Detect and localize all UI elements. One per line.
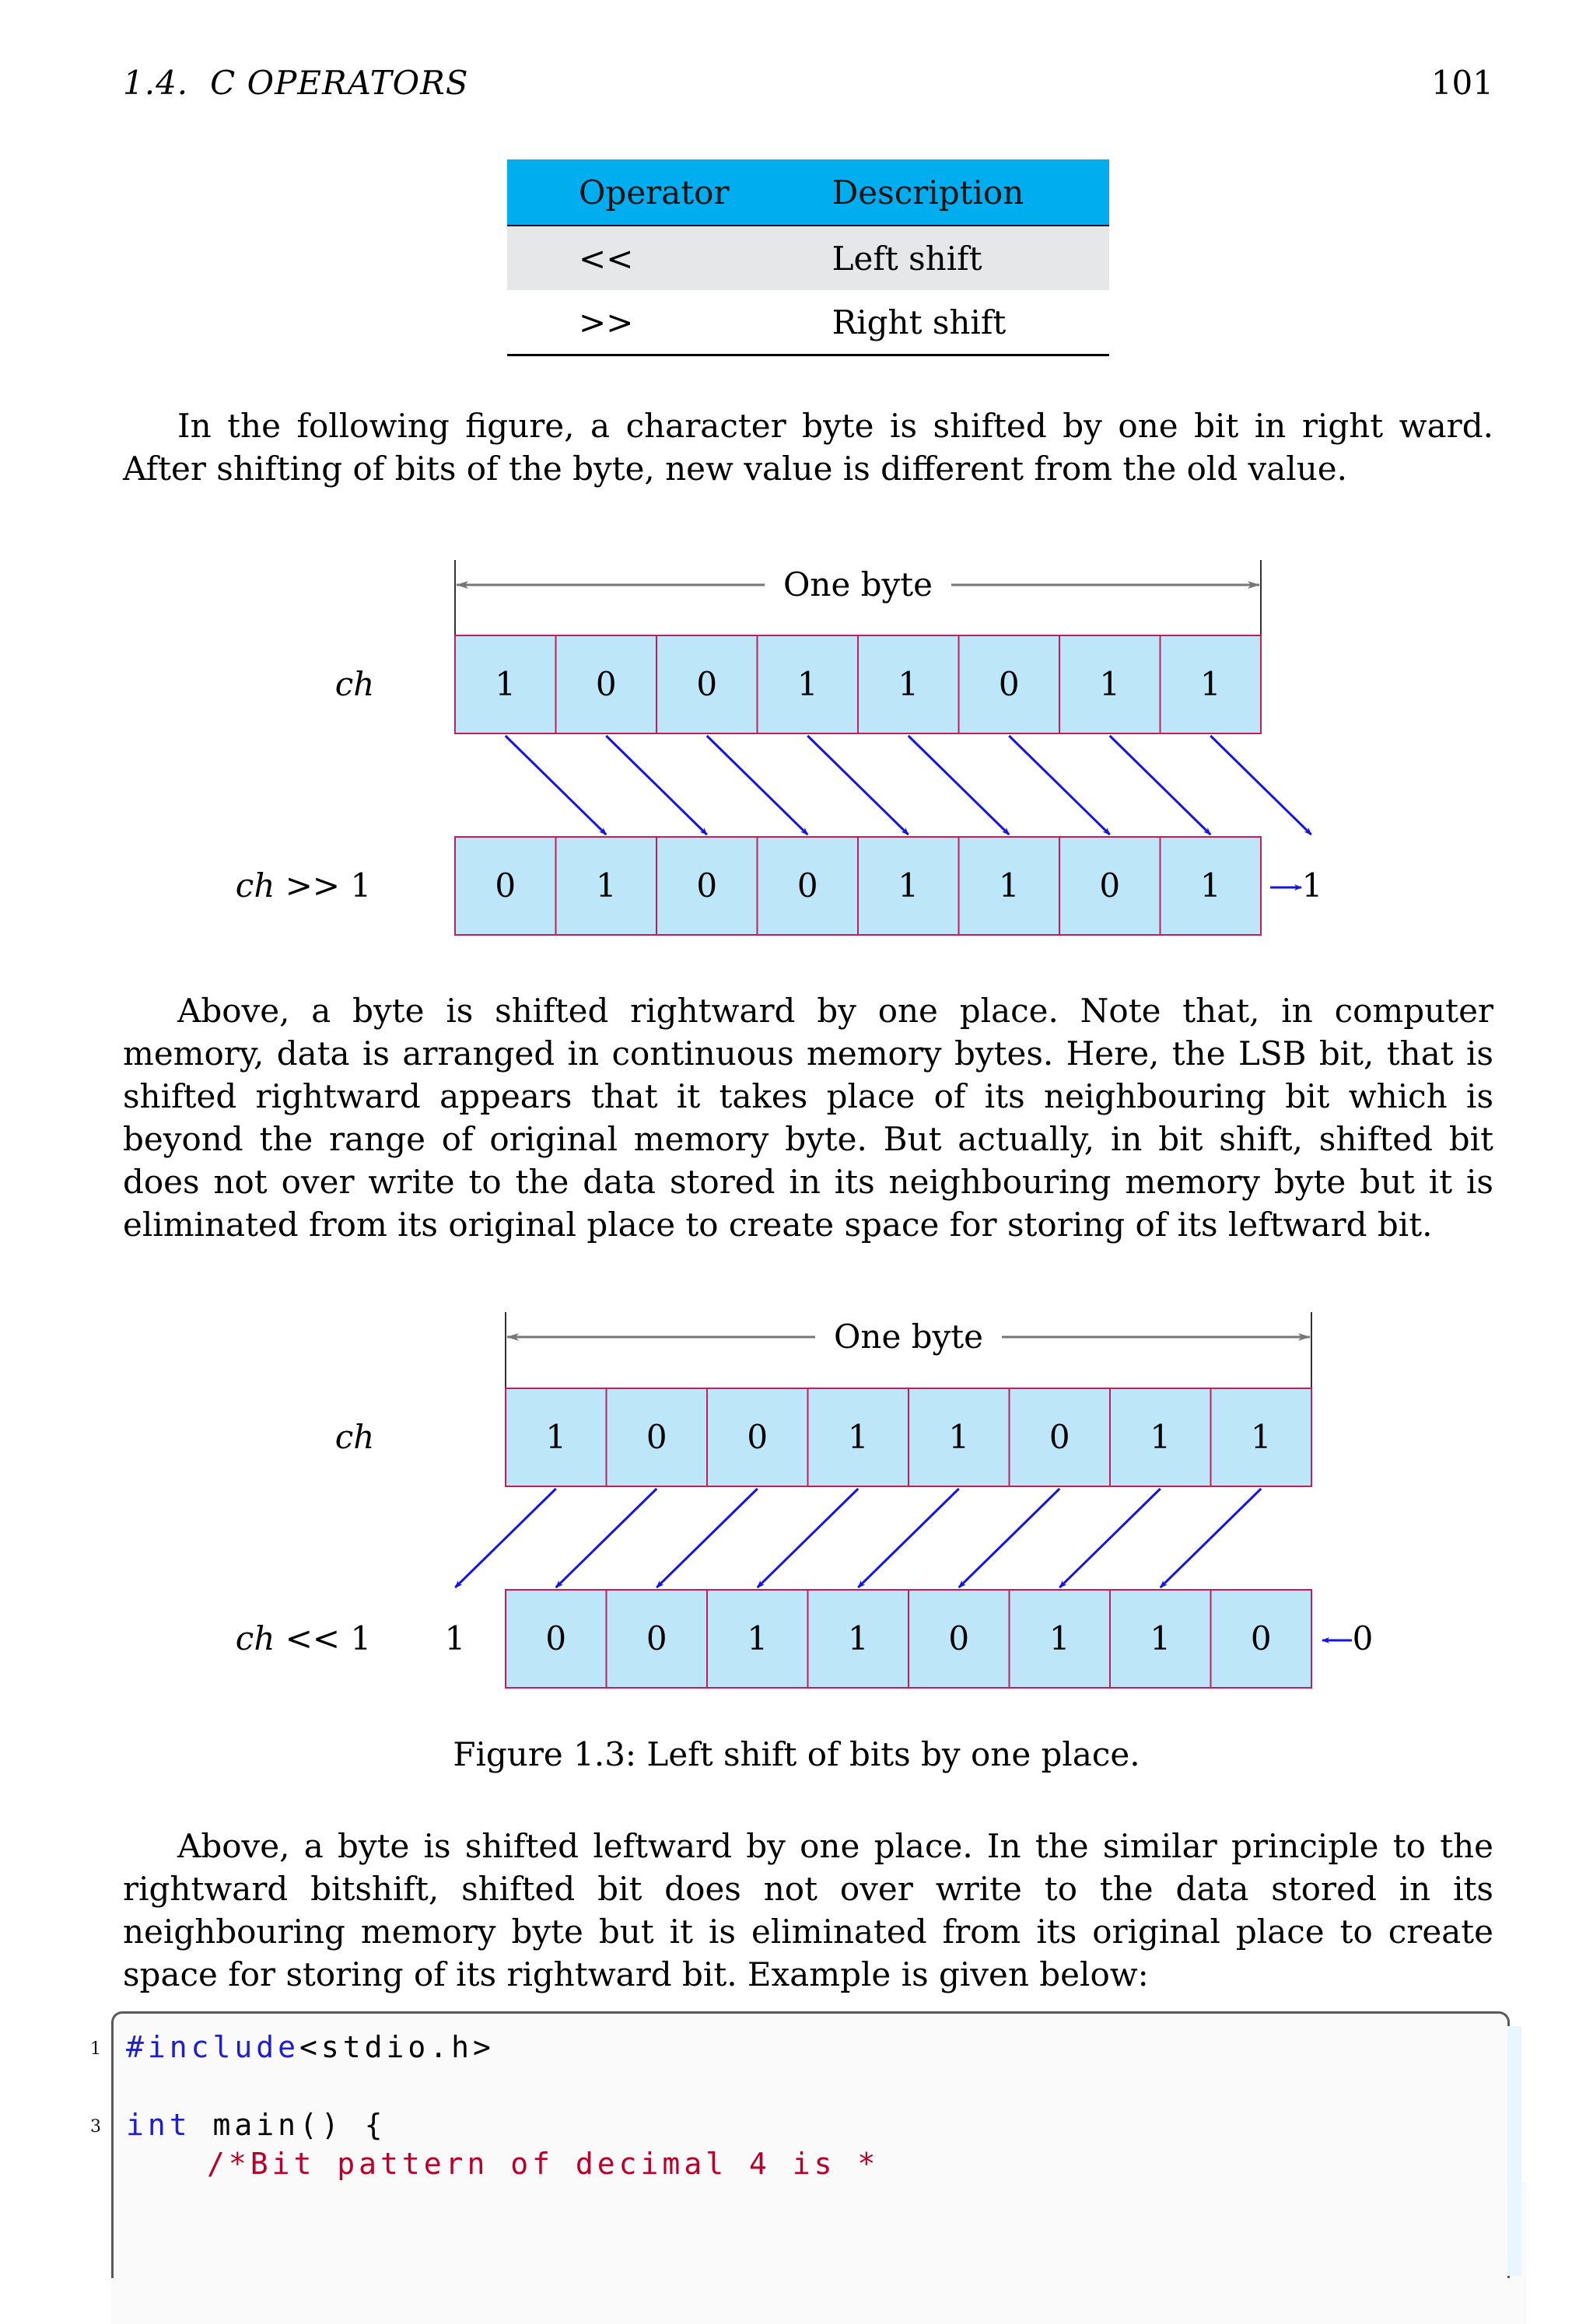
bit-value: 1 [898, 665, 919, 703]
bit-value: 0 [747, 1418, 768, 1456]
bit-value: 1 [898, 866, 919, 905]
bit-value: 1 [545, 1418, 567, 1456]
code-text: <stdio.h> [299, 2030, 495, 2064]
bit-value: 0 [495, 866, 516, 905]
table-cell-operator: >> [507, 290, 825, 355]
figure-caption: Figure 1.3: Left shift of bits by one place. [453, 1735, 1140, 1773]
bit-value: 1 [847, 1418, 869, 1456]
bit-value: 0 [696, 665, 718, 703]
shift-arrow [1059, 1489, 1161, 1587]
bit-value: 1 [998, 866, 1020, 905]
bit-value: 0 [998, 665, 1020, 703]
shift-arrow [656, 1489, 758, 1587]
shift-arrow [858, 1489, 959, 1587]
table-header-operator: Operator [507, 159, 825, 226]
paragraph-left-shift-explanation: Above, a byte is shifted leftward by one place. In the similar principle to the rightward bitshift, shifted bit does not over write to the data stored in its neighbouring memory byte but it is eliminated from its original place to create space for storing of its rightward bit. Example is given below: [123, 1827, 1493, 1993]
bit-value: 0 [796, 866, 818, 905]
shift-arrow [1161, 1489, 1262, 1587]
bit-value: 0 [1250, 1619, 1272, 1657]
bit-value: 0 [1049, 1418, 1070, 1456]
result-row-label: ch >> 1 [235, 866, 372, 905]
shift-arrow [807, 736, 909, 835]
shift-arrow [909, 736, 1010, 835]
bit-value: 1 [1199, 866, 1221, 905]
original-row-label: ch [334, 1418, 375, 1456]
shift-arrow [758, 1489, 859, 1587]
bit-value: 1 [1150, 1619, 1171, 1657]
figure-left-shift [236, 1312, 1374, 1688]
shifted-in-bit: 0 [1352, 1619, 1374, 1657]
shift-arrow [1110, 736, 1211, 835]
shift-arrow [959, 1489, 1060, 1587]
code-keyword: #include [126, 2030, 300, 2064]
figure-right-shift [236, 560, 1323, 935]
bit-value: 1 [1250, 1418, 1272, 1456]
table-header-description: Description [825, 159, 1109, 226]
bit-value: 1 [948, 1418, 970, 1456]
bit-value: 1 [1099, 665, 1121, 703]
code-line-4 [207, 2147, 879, 2181]
original-row-label: ch [334, 665, 375, 703]
bit-value: 1 [495, 665, 516, 703]
byte-span-label: One byte [833, 1318, 984, 1356]
byte-span-label: One byte [782, 565, 933, 604]
bit-value: 1 [747, 1619, 768, 1657]
line-number: 3 [90, 2117, 101, 2137]
shifted-out-bit: 1 [1301, 866, 1323, 905]
page-number: 101 [1430, 64, 1493, 102]
code-keyword: int [126, 2108, 191, 2142]
bit-value: 0 [948, 1619, 970, 1657]
paragraph-right-shift-explanation: Above, a byte is shifted rightward by one place. Note that, in computer memory, data is arranged in continuous memory bytes. Here, the LSB bit, that is shifted rightward appears that it takes place of its neighbouring bit which is beyond the range of original memory byte. But actually, in bit shift, shifted bit does not over write to the data stored in its neighbouring memory byte but it is eliminated from its original place to create space for storing of its leftward bit. [123, 992, 1493, 1244]
bit-value: 0 [1099, 866, 1121, 905]
shift-arrow [455, 1489, 556, 1587]
section-number: 1.4. [123, 64, 189, 102]
code-comment: /*Bit pattern of decimal 4 is * [207, 2147, 880, 2181]
bit-value: 0 [696, 866, 718, 905]
table-cell-operator: << [507, 226, 825, 290]
bit-value: 1 [1150, 1418, 1171, 1456]
bit-value: 1 [595, 866, 617, 905]
bit-value: 1 [847, 1619, 869, 1657]
shift-arrow [556, 1489, 657, 1587]
code-line-1 [126, 2030, 495, 2064]
code-line-3 [126, 2108, 387, 2142]
section-title: C OPERATORS [210, 64, 469, 102]
line-number: 1 [90, 2039, 101, 2059]
shift-arrow [1009, 736, 1110, 835]
bit-value: 0 [646, 1619, 667, 1657]
result-row-label: ch << 1 [235, 1619, 372, 1657]
bit-value: 0 [595, 665, 617, 703]
shift-arrow [506, 736, 607, 835]
bit-value: 1 [1199, 665, 1221, 703]
shift-arrow [1210, 736, 1311, 835]
shift-arrow [707, 736, 808, 835]
code-scroll-edge [1507, 2026, 1521, 2276]
table-cell-description: Right shift [825, 290, 1109, 355]
bit-value: 0 [545, 1619, 567, 1657]
bit-value: 0 [646, 1418, 667, 1456]
bit-value: 1 [1049, 1619, 1070, 1657]
table-cell-description: Left shift [825, 226, 1109, 290]
code-text: main() { [191, 2108, 387, 2142]
shifted-out-bit: 1 [444, 1619, 466, 1657]
bit-value: 1 [796, 665, 818, 703]
shift-arrow [606, 736, 707, 835]
paragraph-intro: In the following figure, a character byte is shifted by one bit in right ward. After shifting of bits of the byte, new value is different from the old value. [123, 407, 1493, 488]
